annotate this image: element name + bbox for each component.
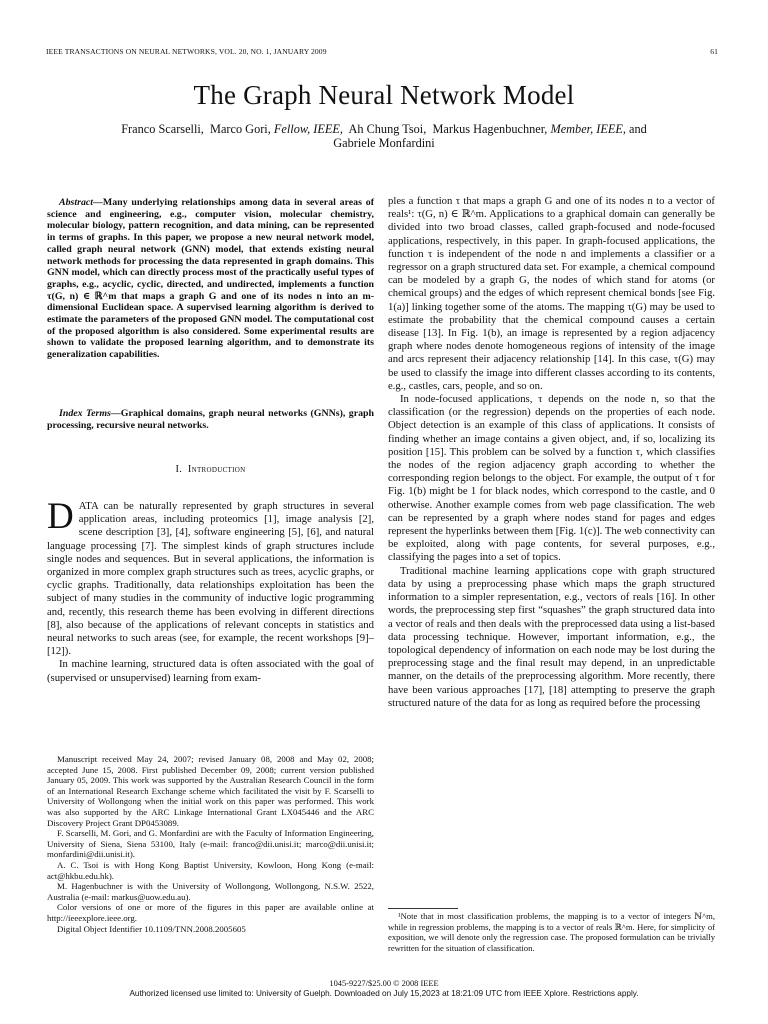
footnote-affiliation-uow: M. Hagenbuchner is with the University of Wollongong, Wollongong, N.S.W. 2522, Australia (e-mail: markus@uow.edu.au). bbox=[47, 881, 374, 902]
intro-body bbox=[47, 496, 374, 685]
index-terms bbox=[47, 408, 374, 431]
intro-paragraph-1-text: ATA can be naturally represented by graph structures in several application areas, including proteomics [1], image analysis [2], scene description [3], [4], software engineering [5], [6], and natural language processing [7]. The simplest kinds of graph structures include single nodes and sequences. But in several applications, the information is organized in more complex graph structures such as trees, acyclic graphs, or cyclic graphs. Traditionally, data relationships exploitation has been the subject of many studies in the community of inductive logic programming and, recently, this research theme has been evolving in different directions [8], also because of the applications of relevant concepts in statistics and neural networks to such areas (see, for example, the recent workshops [9]–[12]). bbox=[47, 500, 374, 658]
section-number: I. bbox=[175, 464, 183, 475]
footnote-1-text: ¹Note that in most classification problems, the mapping is to a vector of integers ℕ^m, while in regression problems, the mapping is to a vector of reals ℝ^m. Here, for simplicity of exposition, we will denote only the regression case. The proposed formulation can be trivially rewritten for the situation of classification. bbox=[388, 911, 715, 953]
author-conjunction: and bbox=[629, 122, 647, 136]
manuscript-footnote bbox=[47, 754, 374, 934]
right-paragraph-1: ples a function τ that maps a graph G and one of its nodes n to a vector of reals¹: τ(G, n) ∈ ℝ^m. Applications to a graphical domain can generally be divided into two broad classes, called graph-focused and node-focused applications, respectively, in this paper. In graph-focused applications, the function τ is independent of the node n and implements a classifier or a regressor on a graph structured data set. For example, a chemical compound can be modeled by a graph G, the nodes of which stand for atoms (or chemical groups) and the edges of which represent chemical bonds [see Fig. 1(a)] linking together some of the atoms. The mapping τ(G) may be used to estimate the probability that the chemical compound causes a certain disease [13]. In Fig. 1(b), an image is represented by a region adjacency graph where nodes denote homogeneous regions of intensity of the image and arcs represent their adjacency relationship [14]. In this case, τ(G) may be used to classify the image into different classes according to its contents, e.g., castles, cars, people, and so on. bbox=[388, 195, 715, 392]
abstract-lead: Abstract— bbox=[59, 197, 103, 208]
intro-paragraph-1 bbox=[47, 496, 374, 658]
author-2-role: Fellow, IEEE, bbox=[273, 122, 343, 136]
section-heading bbox=[47, 464, 374, 475]
page-number: 61 bbox=[710, 47, 718, 56]
author-list bbox=[60, 122, 708, 150]
license-notice: Authorized licensed use limited to: University of Guelph. Downloaded on July 15,2023 at 18:21:09 UTC from IEEE Xplore. Restrictions apply. bbox=[129, 989, 639, 998]
journal-name: IEEE TRANSACTIONS ON NEURAL NETWORKS, VOL. 20, NO. 1, JANUARY 2009 bbox=[46, 47, 327, 56]
running-head bbox=[46, 47, 718, 56]
author-5: Gabriele Monfardini bbox=[333, 136, 435, 150]
footnote-affiliation-hkbu: A. C. Tsoi is with Hong Kong Baptist University, Kowloon, Hong Kong (e-mail: act@hkbu.edu.hk). bbox=[47, 859, 374, 881]
author-4: Markus Hagenbuchner, bbox=[432, 122, 548, 136]
footnote-rule bbox=[388, 908, 458, 909]
right-paragraph-3: Traditional machine learning applications cope with graph structured data by using a preprocessing phase which maps the graph structured information to a simpler representation, e.g., vectors of reals [16]. In other words, the preprocessing step first “squashes” the graph structured data into a vector of reals and then deals with the preprocessed data using a list-based data processing technique. However, important information, e.g., the topological dependency of information on each node may be lost during the preprocessing stage and the final result may depend, in an unpredictable manner, on the details of the preprocessing algorithm. More recently, there have been various approaches [17], [18] attempting to preserve the graph structured nature of the data for as long as required before the processing bbox=[388, 564, 715, 709]
section-title: Introduction bbox=[187, 464, 246, 475]
footnote-color-versions: Color versions of one or more of the figures in this paper are available online at http://ieeexplore.ieee.org. bbox=[47, 902, 374, 923]
footnote-1 bbox=[388, 911, 715, 953]
author-4-role: Member, IEEE, bbox=[550, 122, 626, 136]
abstract-text: Many underlying relationships among data in several areas of science and engineering, e.g., computer vision, molecular chemistry, molecular biology, pattern recognition, and data mining, can be represented in terms of graphs. In this paper, we propose a new neural network model, called graph neural network (GNN) model, that extends existing neural network methods for processing the data represented in graph domains. This GNN model, which can directly process most of the practically useful types of graphs, e.g., acyclic, cyclic, directed, and undirected, implements a function τ(G, n) ∈ ℝ^m that maps a graph G and one of its nodes n into an m-dimensional Euclidean space. A supervised learning algorithm is derived to estimate the parameters of the proposed GNN model. The computational cost of the proposed algorithm is also considered. Some experimental results are shown to validate the proposed learning algorithm, and to demonstrate its generalization capabilities. bbox=[47, 197, 374, 361]
issn-copyright: 1045-9227/$25.00 © 2008 IEEE bbox=[329, 979, 439, 988]
drop-cap: D bbox=[47, 496, 74, 537]
paper-title: The Graph Neural Network Model bbox=[193, 80, 575, 110]
abstract bbox=[47, 197, 374, 361]
right-paragraph-2: In node-focused applications, τ depends on the node n, so that the classification (or the regression) depends on the properties of each node. Object detection is an example of this class of applications. It consists of finding whether an image contains a given object, and, if so, localizing its position [15]. This problem can be solved by a function τ, which classifies the nodes of the region adjacency graph according to whether the corresponding region belongs to the object. For example, the output of τ for Fig. 1(b) might be 1 for black nodes, which correspond to the castle, and 0 otherwise. Another example comes from web page classification. The web can be represented by a graph where nodes stand for pages and edges represent the hyperlinks between them [Fig. 1(c)]. The web connectivity can be exploited, along with page contents, for several purposes, e.g., classifying the pages into a set of topics. bbox=[388, 393, 715, 564]
author-3: Ah Chung Tsoi, bbox=[348, 122, 427, 136]
index-terms-text: Graphical domains, graph neural networks (GNNs), graph processing, recursive neural networks. bbox=[47, 408, 374, 431]
footnote-doi: Digital Object Identifier 10.1109/TNN.2008.2005605 bbox=[57, 923, 246, 934]
footnote-affiliation-siena: F. Scarselli, M. Gori, and G. Monfardini are with the Faculty of Information Engineering, University of Siena, Siena 53100, Italy (e-mail: franco@dii.unisi.it; marco@dii.unisi.it; monfardini@dii.unisi.it). bbox=[47, 828, 374, 860]
right-column-body bbox=[388, 195, 715, 710]
intro-paragraph-2: In machine learning, structured data is often associated with the goal of (supervised or unsupervised) learning from exam- bbox=[47, 658, 374, 684]
author-2: Marco Gori, bbox=[210, 122, 271, 136]
author-1: Franco Scarselli, bbox=[121, 122, 204, 136]
index-terms-lead: Index Terms— bbox=[59, 408, 121, 419]
footnote-received: Manuscript received May 24, 2007; revised January 08, 2008 and May 02, 2008; accepted June 15, 2008. First published December 09, 2008; current version published January 05, 2009. This work was supported by the Australian Research Council in the form of an International Research Exchange scheme which facilitated the visit by F. Scarselli to University of Wollongong when the initial work on this paper was performed. This work was also supported by the ARC Linkage International Grant LX045446 and the ARC Discovery Project Grant DP0453089. bbox=[47, 754, 374, 828]
